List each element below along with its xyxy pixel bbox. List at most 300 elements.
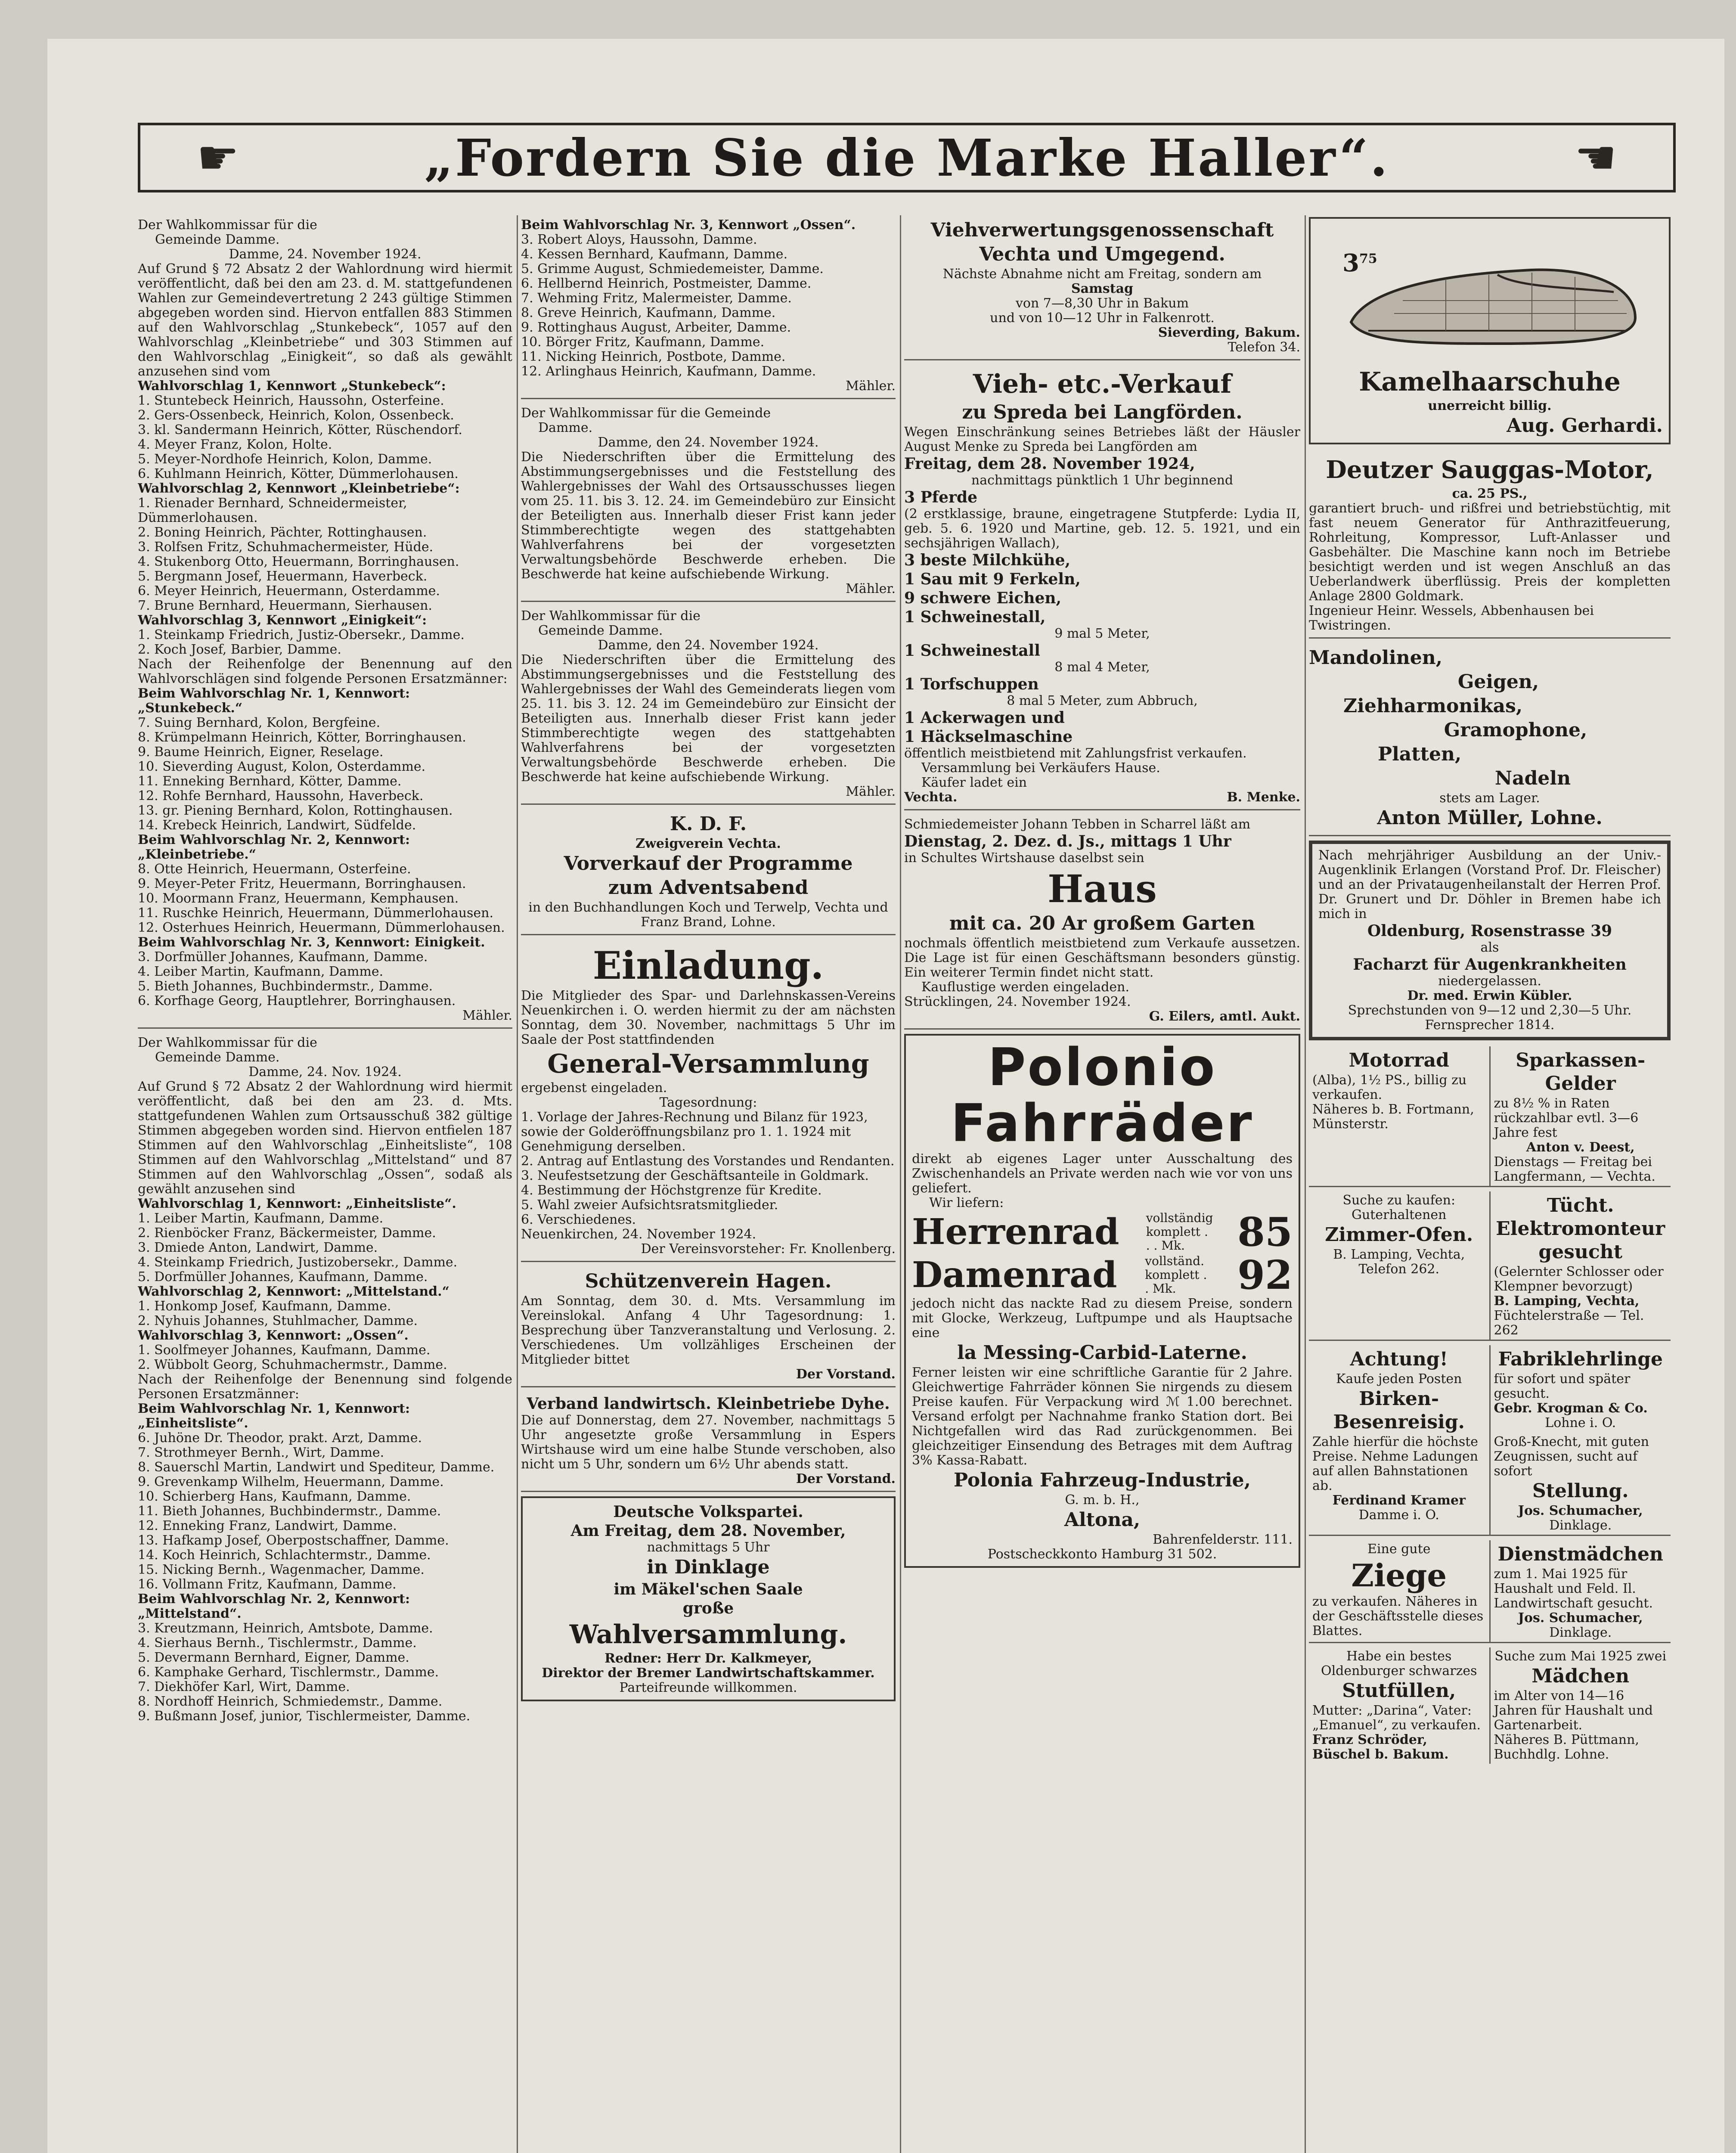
list-item: 1. Steinkamp Friedrich, Justiz-Obersekr., Damme. [138,627,465,642]
instrument-list [1309,646,1671,790]
notice-head: Der Wahlkommissar für die [521,608,701,624]
list-item: 1. Rienader Bernhard, Schneidermeister, Dümmerlohausen. [138,496,407,525]
list-item: 4. Bestimmung der Höchstgrenze für Kredite. [521,1183,822,1198]
list-item: 7. Wehming Fritz, Malermeister, Damme. [521,291,792,306]
list-heading: Wahlvorschlag 3, Kennwort: „Ossen“. [138,1328,409,1343]
ad-polonio-fahrraeder [904,1034,1300,1568]
ad-text: Die Mitglieder des Spar- und Darlehnskassen-Vereins Neuenkirchen i. O. werden hiermit zu der am nächsten Sonntag, dem 30. November, nachmittags 5 Uhr im Saale der Post stattfindenden [521,988,896,1047]
ad-text: Dienstags — Freitag bei Langfermann, — Vechta. [1494,1154,1655,1184]
signature: Sieverding, Bakum. [1158,325,1300,340]
ad-title: Kamelhaarschuhe [1359,367,1621,397]
notice-text: Nach der Reihenfolge der Benennung auf den Wahlvorschlägen sind folgende Personen Ersatzmänner: [138,657,512,686]
list-item: 8. Greve Heinrich, Kaufmann, Damme. [521,305,776,320]
list-item: 11. Enneking Bernhard, Kötter, Damme. [138,774,402,789]
ad-besenreisig [1309,1345,1489,1535]
list-item: 6. Kamphake Gerhard, Tischlermstr., Damme. [138,1665,439,1680]
notice-date: Damme, 24. November 1924. [229,247,422,262]
auction-date: Freitag, dem 28. November 1924, [904,455,1195,473]
signature: Anton v. Deest, [1526,1140,1635,1155]
auction-item: 1 Schweinestall, [904,608,1046,626]
ad-text: ergebenst eingeladen. [521,1080,667,1095]
signature: Mähler. [846,581,896,596]
ad-text: direkt ab eigenes Lager unter Ausschaltung des Zwischenhandels an Private werden nach wie vor von uns geliefert. [912,1151,1293,1196]
ad-city: Lohne i. O. [1545,1415,1616,1430]
signature: Der Vereinsvorsteher: Fr. Knollenberg. [641,1241,896,1256]
notice-head: Gemeinde Damme. [155,1050,280,1065]
ad-subtitle: Zweigverein Vechta. [636,836,781,851]
ad-text: Groß-Knecht, mit guten Zeugnissen, sucht auf sofort [1494,1434,1649,1479]
ad-text: im Alter von 14—16 Jahren für Haushalt und Gartenarbeit. [1494,1688,1653,1733]
list-item: 15. Nicking Bernh., Wagenmacher, Damme. [138,1562,425,1577]
list-item: 5. Bergmann Josef, Heuermann, Haverbeck. [138,569,428,584]
list-item: 11. Nicking Heinrich, Postbote, Damme. [521,349,786,364]
list [138,1211,512,1284]
ad-title: Tücht. Elektromonteur gesucht [1496,1194,1665,1263]
list-item: 3. Dmiede Anton, Landwirt, Damme. [138,1240,378,1255]
auction-item: 1 Ackerwagen und [904,709,1065,727]
ad-vieh-verkauf [904,365,1300,810]
auction-item-detail: 9 mal 5 Meter, [1054,626,1150,641]
auction-item: 1 Schweinestall [904,642,1040,660]
list-item: 9. Grevenkamp Wilhelm, Heuermann, Damme. [138,1474,444,1489]
list-item: 4. Stukenborg Otto, Heuermann, Borringhausen. [138,554,459,569]
list-item: 1. Leiber Martin, Kaufmann, Damme. [138,1211,384,1226]
list-item: 9. Meyer-Peter Fritz, Heuermann, Borringhausen. [138,876,466,891]
ad-line: in Dinklage [647,1556,770,1578]
list-item: 12. Osterhues Heinrich, Heuermann, Dümmerlohausen. [138,920,505,935]
list-item: 4. Meyer Franz, Kolon, Holte. [138,437,332,452]
agenda-heading: Tagesordnung: [659,1095,757,1110]
ad-line: Direktor der Bremer Landwirtschaftskammer. [542,1666,875,1681]
ad-motorrad [1309,1046,1489,1186]
ad-city: Dinklage. [1549,1625,1612,1640]
list-item: 3. Kreutzmann, Heinrich, Amtsbote, Damme. [138,1621,433,1636]
telephone: Füchtelerstraße — Tel. 262 [1494,1308,1644,1338]
small-ads-row-4 [1309,1540,1671,1643]
ad-verband-kleinbetriebe [521,1392,896,1492]
ad-headline: la Messing-Carbid-Laterne. [957,1342,1247,1364]
list-item: 2. Boning Heinrich, Pächter, Rottinghausen. [138,525,427,540]
small-ads-row-2 [1309,1191,1671,1341]
ad-text: Mutter: „Darina“, Vater: „Emanuel“, zu verkaufen. [1312,1703,1481,1733]
ad-title: Dienstmädchen [1497,1543,1664,1565]
auction-item: 3 beste Milchkühe, [904,551,1071,569]
list-item: 6. Korfhage Georg, Hauptlehrer, Borringhausen. [138,993,456,1008]
product-price: 92 [1237,1252,1293,1298]
ad-title: Haus [1048,866,1157,911]
auction-item-detail: 8 mal 5 Meter, zum Abbruch, [1007,693,1198,708]
ad-title: Deutzer Sauggas-Motor, [1326,456,1654,484]
notice-text: Die Niederschriften über die Ermittelung des Abstimmungsergebnisses und die Feststellung des Wahlergebnisses der Wahl des Gemeinderats liegen vom 25. 11. bis 3. 12. 24 im Gemeindebüro zur Einsicht der Beteiligten aus. Innerhalb dieser Frist kann jeder Stimmberechtigte wegen des stattgehabten Wahlverfahrens bei der vorgesetzten Verwaltungsbehörde Beschwerde erheben. Die Beschwerde hat keine aufschiebende Wirkung. [521,652,896,785]
slipper-icon [1317,223,1652,361]
ad-title: Fahrräder [951,1094,1254,1154]
notice-text: Die Niederschriften über die Ermittelung des Abstimmungsergebnisses und die Feststellung des Wahlergebnisses der Wahl des Ortsausschusses liegen vom 25. 11. bis 3. 12. 24. im Gemeindebüro zur Einsicht der Beteiligten aus. Innerhalb dieser Frist kann jeder Stimmberechtigte wegen des stattgehabten Wahlverfahrens bei der vorgesetzten Verwaltungsbehörde Beschwerde erheben. Die Beschwerde hat keine aufschiebende Wirkung. [521,450,896,582]
list-item: 3. kl. Sandermann Heinrich, Kötter, Rüschendorf. [138,422,462,437]
ad-einladung-generalversammlung [521,940,896,1262]
instrument-item: Geigen, [1457,671,1539,693]
price-row-damenrad [912,1253,1293,1297]
ad-text: Suche zu kaufen: [1342,1193,1456,1208]
column-3 [904,215,1300,2153]
signature: Aug. Gerhardi. [1507,415,1663,437]
list-item: 9. Bußmann Josef, junior, Tischlermeister, Damme. [138,1709,471,1724]
ad-zimmer-ofen [1309,1191,1489,1340]
list-item: 13. gr. Piening Bernhard, Kolon, Rottinghausen. [138,803,453,818]
notice-head: Der Wahlkommissar für die [138,217,317,233]
ad-title: Stutfüllen, [1342,1680,1456,1702]
slipper-image [1317,223,1663,365]
ad-line: im Mäkel'schen Saale [614,1580,803,1598]
ad-line: und von 10—12 Uhr in Falkenrott. [990,310,1215,326]
list [138,1621,512,1724]
ad-stutfuellen [1309,1647,1489,1764]
ad-title: Achtung! [1350,1348,1448,1370]
office-hours: Sprechstunden von 9—12 und 2,30—5 Uhr. [1348,1003,1632,1018]
ad-headline: General-Versammlung [547,1049,869,1079]
list-item: 2. Nyhuis Johannes, Stuhlmacher, Damme. [138,1313,418,1328]
list-item: 1. Honkomp Josef, Kaufmann, Damme. [138,1299,391,1314]
list-item: 14. Koch Heinrich, Schlachtermstr., Damme. [138,1548,431,1563]
instrument-item: Nadeln [1494,767,1571,789]
list-item: 8. Otte Heinrich, Heuermann, Osterfeine. [138,862,411,877]
ad-date: Strücklingen, 24. November 1924. [904,994,1131,1009]
list-item: 3. Rolfsen Fritz, Schuhmachermeister, Hüde. [138,540,434,555]
auction-item: 1 Sau mit 9 Ferkeln, [904,570,1081,588]
list-item: 10. Börger Fritz, Kaufmann, Damme. [521,335,765,350]
notice-date: Damme, den 24. November 1924. [598,638,819,653]
ad-headline: zum Adventsabend [608,877,809,899]
list-heading: Wahlvorschlag 3, Kennwort „Einigkeit“: [138,613,427,628]
signature: Ingenieur Heinr. Wessels, Abbenhausen bei Twistringen. [1309,603,1594,633]
list-heading: Beim Wahlvorschlag Nr. 2, Kennwort: „Kleinbetriebe.“ [138,832,410,862]
small-ads-row-5 [1309,1647,1671,1764]
notice-head: Der Wahlkommissar für die Gemeinde [521,406,771,421]
ad-title: Vieh- etc.-Verkauf [973,369,1232,399]
list [138,1299,512,1328]
telephone: Telefon 262. [1358,1262,1440,1277]
ad-subtitle: zu Spreda bei Langförden. [962,401,1243,423]
signature: G. Eilers, amtl. Aukt. [1149,1009,1300,1024]
auction-time: nachmittags pünktlich 1 Uhr beginnend [971,473,1234,488]
ad-text: zu verkaufen. Näheres in der Geschäftsstelle dieses Blattes. [1312,1594,1484,1638]
list-item: 7. Strothmeyer Bernh., Wirt, Damme. [138,1445,384,1460]
signature: Jos. Schumacher, [1518,1610,1643,1626]
product-price: 85 [1237,1209,1293,1255]
list [138,628,512,657]
banner-text: „Fordern Sie die Marke Haller“. [424,127,1389,188]
ad-title: Sparkassen-Gelder [1516,1049,1646,1095]
ad-text: (Gelernter Schlosser oder Klempner bevorzugt) [1494,1264,1664,1294]
auction-item: 1 Häckselmaschine [904,728,1073,746]
ad-maedchen [1489,1647,1671,1764]
column-2 [521,215,896,2153]
ad-title: Stellung. [1532,1480,1629,1502]
ad-dienstmaedchen [1489,1540,1671,1642]
ad-headline: Birken-Besenreisig. [1333,1388,1465,1433]
list-heading: Wahlvorschlag 1, Kennwort „Stunkebeck“: [138,378,446,394]
company-address: Bahrenfelderstr. 111. [1153,1532,1293,1547]
ad-text: nochmals öffentlich meistbietend zum Verkaufe aussetzen. Die Lage ist für einen Geschäftsmann besonders günstig. Ein weiterer Termin findet nicht statt. [904,936,1300,980]
notice-ortsausschuss-niederschriften [521,403,896,602]
company-name: Polonia Fahrzeug-Industrie, [954,1469,1251,1491]
notice-head: Gemeinde Damme. [538,623,663,638]
ad-title: Polonio [988,1038,1217,1098]
signature: B. Lamping, Vechta, [1333,1247,1465,1262]
list-item: 10. Moormann Franz, Heuermann, Kemphausen. [138,891,459,906]
list-item: 7. Diekhöfer Karl, Wirt, Damme. [138,1679,350,1694]
list-item: 16. Vollmann Fritz, Kaufmann, Damme. [138,1577,397,1592]
ad-title: Schützenverein Hagen. [585,1270,832,1292]
ad-date: Neuenkirchen, 24. November 1924. [521,1227,756,1242]
signature: B. Menke. [1227,790,1300,805]
list-item: 9. Rottinghaus August, Arbeiter, Damme. [521,320,791,335]
ad-line: Parteifreunde willkommen. [619,1680,797,1695]
ad-text: öffentlich meistbietend mit Zahlungsfrist verkaufen. [904,746,1247,761]
ad-sparkassengelder [1489,1046,1671,1186]
agenda-list [521,1110,896,1227]
product-desc: vollständig komplett . . . Mk. [1146,1211,1213,1253]
ad-text: stets am Lager. [1439,791,1540,806]
list-item: 6. Kuhlmann Heinrich, Kötter, Dümmerlohausen. [138,466,459,481]
shoe-price: $3^{75}$ [1342,249,1377,277]
list-item: 5. Devermann Bernhard, Eigner, Damme. [138,1650,409,1665]
list-item: 4. Kessen Bernhard, Kaufmann, Damme. [521,247,788,262]
list-item: 7. Brune Bernhard, Heuermann, Sierhausen. [138,598,432,613]
list-item: 5. Dorfmüller Johannes, Kaufmann, Damme. [138,1269,428,1284]
list-item: 12. Rohfe Bernhard, Haussohn, Haverbeck. [138,788,424,803]
ad-line: Am Freitag, dem 28. November, [570,1522,846,1540]
notice-text: Auf Grund § 72 Absatz 2 der Wahlordnung wird hiermit veröffentlicht, daß bei den am 23. d. M. stattgefundenen Wahlen zur Gemeindevertretung 2 243 gültige Stimmen abgegeben worden sind. Hiervon entfallen 883 Stimmen auf den Wahlvorschlag „Stunkebeck“, 1057 auf den Wahlvorschlag „Kleinbetriebe“ und 303 Stimmen auf den Wahlvorschlag „Einigkeit“, so daß als gewählt anzusehen sind vom [138,261,512,379]
list-item: 1. Stuntebeck Heinrich, Haussohn, Osterfeine. [138,393,444,408]
list-item: 4. Leiber Martin, Kaufmann, Damme. [138,964,384,979]
signature: Mähler. [846,784,896,799]
ad-headline: Vorverkauf der Programme [564,853,853,875]
notice-date: Damme, 24. Nov. 1924. [248,1064,402,1080]
ad-fabriklehrlinge [1489,1345,1671,1535]
list [138,496,512,613]
list [138,1431,512,1592]
list-item: 2. Rienböcker Franz, Bäckermeister, Damme. [138,1225,436,1241]
list-heading: Beim Wahlvorschlag Nr. 2, Kennwort: „Mittelstand“. [138,1591,410,1621]
list-item: 14. Krebeck Heinrich, Landwirt, Südfelde. [138,818,416,833]
list-item: 10. Sieverding August, Kolon, Osterdamme. [138,759,426,774]
list-item: 2. Wübbolt Georg, Schuhmachermstr., Damme. [138,1357,447,1372]
ad-text: Wir liefern: [929,1195,1004,1210]
ad-deutzer-motor [1309,450,1671,639]
ad-title: Zimmer-Ofen. [1325,1224,1473,1246]
auction-item: 3 Pferde [904,488,978,506]
list-item: 3. Neufestsetzung der Geschäftsanteile in Goldmark. [521,1168,869,1183]
ad-city: Dinklage. [1549,1518,1612,1533]
notice-wahlvorschlag-ossen [521,215,896,399]
ad-line: von 7—8,30 Uhr in Bakum [1015,296,1189,311]
instrument-item: Ziehharmonikas, [1343,695,1523,717]
ad-elektromonteur [1489,1191,1671,1340]
auction-item: 9 schwere Eichen, [904,589,1062,607]
ad-subtitle: ca. 25 PS., [1452,486,1528,501]
ad-place: Vechta. [904,790,958,805]
pointing-hand-left-icon: ☚ [1574,130,1617,185]
product-desc: vollständ. komplett . . Mk. [1145,1254,1207,1296]
column-divider [1305,215,1306,2153]
ad-line: nachmittags 5 Uhr [647,1540,770,1555]
signature: Der Vorstand. [796,1471,896,1486]
list-heading: Beim Wahlvorschlag Nr. 1, Kennwort: „Stunkebeck.“ [138,686,410,716]
telephone: Telefon 34. [1228,340,1300,355]
list-item: 4. Steinkamp Friedrich, Justizobersekr., Damme. [138,1255,458,1270]
notice-wahlkommissar-ortsausschuss [138,1033,512,1728]
ad-text: Käufer ladet ein [921,775,1027,790]
ad-text: in Schultes Wirtshause daselbst sein [904,850,1144,866]
signature: Mähler. [462,1008,512,1023]
list-item: 5. Wahl zweier Aufsichtsratsmitglieder. [521,1197,778,1213]
ad-musikinstrumente [1309,643,1671,836]
column-divider [517,215,518,2153]
notice-text: Auf Grund § 72 Absatz 2 der Wahlordnung wird hiermit veröffentlicht, daß bei den am 23. d. Mts. stattgefundenen Wahlen zum Ortsausschuß 382 gültige Stimmen abgegeben worden sind. Hiervon entfielen 187 Stimmen auf den Wahlvorschlag „Einheitsliste“, 108 Stimmen auf den Wahlvorschlag „Mittelstand“ und 87 Stimmen auf den Wahlvorschlag „Ossen“, sodaß als gewählt anzusehen sind [138,1079,512,1197]
instrument-item: Gramophone, [1444,719,1587,741]
ad-title: Viehverwertungsgenossenschaft [930,219,1274,241]
ad-text: Zahle hierfür die höchste Preise. Nehme Ladungen auf allen Bahnstationen ab. [1312,1434,1479,1493]
ad-viehverwertung [904,215,1300,360]
list-heading: Wahlvorschlag 1, Kennwort: „Einheitsliste“. [138,1196,456,1211]
list-item: 8. Krümpelmann Heinrich, Kötter, Borringhausen. [138,730,466,745]
ad-title: Ziege [1351,1557,1447,1594]
ad-city: Oldenburg, Rosenstrasse 39 [1367,922,1612,940]
ad-title: Motorrad [1348,1049,1449,1071]
list-item: 1. Vorlage der Jahres-Rechnung und Bilanz für 1923, sowie der Golderöffnungsbilanz pro 1. 1. 1924 mit Genehmigung derselben. [521,1110,868,1154]
auction-item: 1 Torfschuppen [904,675,1039,693]
ad-city: Damme i. O. [1358,1508,1439,1523]
auction-item-detail: (2 erstklassige, braune, eingetragene Stutpferde: Lydia II, geb. 5. 6. 1920 und Martine, geb. 12. 5. 1921, und ein sechsjährigen Wallach), [904,506,1300,551]
ad-haus-verkauf [904,815,1300,1030]
list-item: 2. Gers-Ossenbeck, Heinrich, Kolon, Ossenbeck. [138,408,454,423]
list-item: 6. Meyer Heinrich, Heuermann, Osterdamme. [138,583,440,599]
list-item: 11. Ruschke Heinrich, Heuermann, Dümmerlohausen. [138,906,494,921]
list-item: 3. Robert Aloys, Haussohn, Damme. [521,232,757,247]
company-city: Altona, [1064,1509,1141,1531]
notice-wahlkommissar-gemeinderat [138,215,512,1029]
list-item: 2. Antrag auf Entlastung des Vorstandes und Rendanten. [521,1154,895,1169]
list-item: 2. Koch Josef, Barbier, Damme. [138,642,341,657]
ad-title: Deutsche Volkspartei. [613,1503,803,1521]
signature: Dr. med. Erwin Kübler. [1407,988,1572,1003]
list [521,233,896,379]
list-item: 5. Meyer-Nordhofe Heinrich, Kolon, Damme. [138,452,432,467]
notice-gemeinderat-niederschriften [521,606,896,805]
ad-ziege [1309,1540,1489,1642]
ad-text: Nächste Abnahme nicht am Freitag, sondern am [942,267,1262,282]
ad-text: für sofort und später gesucht. [1494,1371,1631,1401]
column-4 [1309,215,1671,2153]
signature: Der Vorstand. [796,1367,896,1382]
company-form: G. m. b. H., [1065,1492,1140,1508]
list-heading: Wahlvorschlag 2, Kennwort: „Mittelstand.“ [138,1284,450,1299]
ad-text: als [1480,940,1499,955]
ad-text: Schmiedemeister Johann Tebben in Scharrel läßt am [904,817,1251,832]
ad-kdf-adventsabend [521,809,896,935]
auction-date: Dienstag, 2. Dez. d. Js., mittags 1 Uhr [904,832,1231,850]
ad-augenarzt [1309,841,1671,1040]
signature: Gebr. Krogman & Co. [1494,1401,1648,1416]
ad-text: Die auf Donnerstag, dem 27. November, nachmittags 5 Uhr angesetzte große Versammlung in Espers Wirtshause wird um eine halbe Stunde verschoben, also nicht um 5 Uhr, sondern um 6½ Uhr abends statt. [521,1413,896,1472]
list-item: 12. Enneking Franz, Landwirt, Damme. [138,1518,397,1533]
list [138,862,512,935]
notice-text: Nach der Reihenfolge der Benennung sind folgende Personen Ersatzmänner: [138,1372,512,1402]
list-heading: Beim Wahlvorschlag Nr. 3, Kennwort „Ossen“. [521,217,856,233]
ad-text: Habe ein bestes Oldenburger schwarzes [1321,1649,1477,1678]
ad-line: Samstag [1071,281,1133,296]
ad-text: Kauflustige werden eingeladen. [921,980,1130,995]
price-row-herrenrad [912,1210,1293,1253]
ad-title: Facharzt für Augenkrankheiten [1353,956,1627,974]
ad-title: Mädchen [1531,1665,1630,1687]
notice-head: Der Wahlkommissar für die [138,1035,317,1050]
ad-text: Am Sonntag, dem 30. d. Mts. Versammlung im Vereinslokal. Anfang 4 Uhr Tagesordnung: 1. Besprechung über Tanzveranstaltung und Verlosung. 2. Verschiedenes. Um vollzähliges Erscheinen der Mitglieder bittet [521,1294,896,1367]
list-item: 6. Verschiedenes. [521,1212,636,1227]
ad-text: garantiert bruch- und rißfrei und betriebstüchtig, mit fast neuem Generator für Anthrazitfeuerung, Rohrleitung, Kompressor, Luft-Anlasser und Gasbehälter. Die Maschine kann noch im Betriebe besichtigt werden und ist wegen Anschluß an das Ueberlandwerk überflüssig. Preis der kompletten Anlage 2800 Goldmark. [1309,501,1671,604]
ad-text: niedergelassen. [1438,974,1541,989]
ad-title: K. D. F. [670,813,747,835]
product-name: Herrenrad [912,1211,1119,1253]
list-item: 3. Dorfmüller Johannes, Kaufmann, Damme. [138,949,428,965]
ad-title: Fabriklehrlinge [1498,1348,1663,1370]
ad-text: Näheres b. B. Fortmann, Münsterstr. [1312,1102,1474,1132]
auction-item-detail: 8 mal 4 Meter, [1054,660,1150,675]
ad-text: zum 1. Mai 1925 für Haushalt und Feld. Il. Landwirtschaft gesucht. [1494,1567,1653,1611]
list [138,1343,512,1372]
small-ads-row-1 [1309,1046,1671,1187]
ad-title: Einladung. [592,943,824,988]
list [138,394,512,481]
ad-subtitle: mit ca. 20 Ar großem Garten [949,912,1256,934]
column-1 [138,215,512,2153]
list-heading: Beim Wahlvorschlag Nr. 1, Kennwort: „Einheitsliste“. [138,1401,410,1431]
signature: B. Lamping, Vechta, [1494,1294,1640,1309]
column-divider [900,215,901,2153]
list-item: 9. Baume Heinrich, Eigner, Reselage. [138,745,384,760]
notice-date: Damme, den 24. November 1924. [598,435,819,450]
ad-subtitle: unerreicht billig. [1428,398,1552,413]
signature: Anton Müller, Lohne. [1377,807,1603,829]
list [138,716,512,833]
ad-text: Guterhaltenen [1352,1207,1447,1222]
list-heading: Beim Wahlvorschlag Nr. 3, Kennwort: Einigkeit. [138,935,485,950]
list-item: 12. Arlinghaus Heinrich, Kaufmann, Damme. [521,364,816,379]
ad-text: Kaufe jeden Posten [1336,1371,1462,1387]
ad-text: Versammlung bei Verkäufers Hause. [921,760,1160,776]
list-item: 5. Grimme August, Schmiedemeister, Damme. [521,261,824,276]
ad-text: (Alba), 1½ PS., billig zu verkaufen. [1312,1073,1467,1102]
notice-head: Damme. [538,420,593,435]
headline-banner [138,123,1676,192]
list-item: 4. Sierhaus Bernh., Tischlermstr., Damme. [138,1635,417,1650]
list-item: 13. Hafkamp Josef, Oberpostschaffner, Damme. [138,1533,449,1548]
ad-title: Vechta und Umgegend. [979,243,1225,265]
signature: Näheres B. Püttmann, Buchhdlg. Lohne. [1494,1732,1639,1762]
small-ads-row-3 [1309,1345,1671,1536]
ad-text: Nach mehrjähriger Ausbildung an der Univ.-Augenklinik Erlangen (Vorstand Prof. Dr. Fleischer) und an der Privataugenheilanstalt der Herren Prof. Dr. Grunert und Dr. Döhler in Bremen habe ich mich in [1318,848,1661,921]
ad-kamelhaarschuhe [1309,217,1671,444]
list-item: 7. Suing Bernhard, Kolon, Bergfeine. [138,715,381,730]
list-item: 1. Soolfmeyer Johannes, Kaufmann, Damme. [138,1343,431,1358]
signature: Jos. Schumacher, [1518,1503,1643,1518]
list-item: 5. Bieth Johannes, Buchbindermstr., Damme. [138,979,433,994]
list-item: 11. Bieth Johannes, Buchbindermstr., Damme. [138,1504,441,1519]
signature: Franz Schröder, Büschel b. Bakum. [1312,1732,1449,1762]
ad-text: Suche zum Mai 1925 zwei [1494,1649,1667,1664]
list-item: 8. Nordhoff Heinrich, Schmiedemstr., Damme. [138,1694,443,1709]
list [138,950,512,1008]
